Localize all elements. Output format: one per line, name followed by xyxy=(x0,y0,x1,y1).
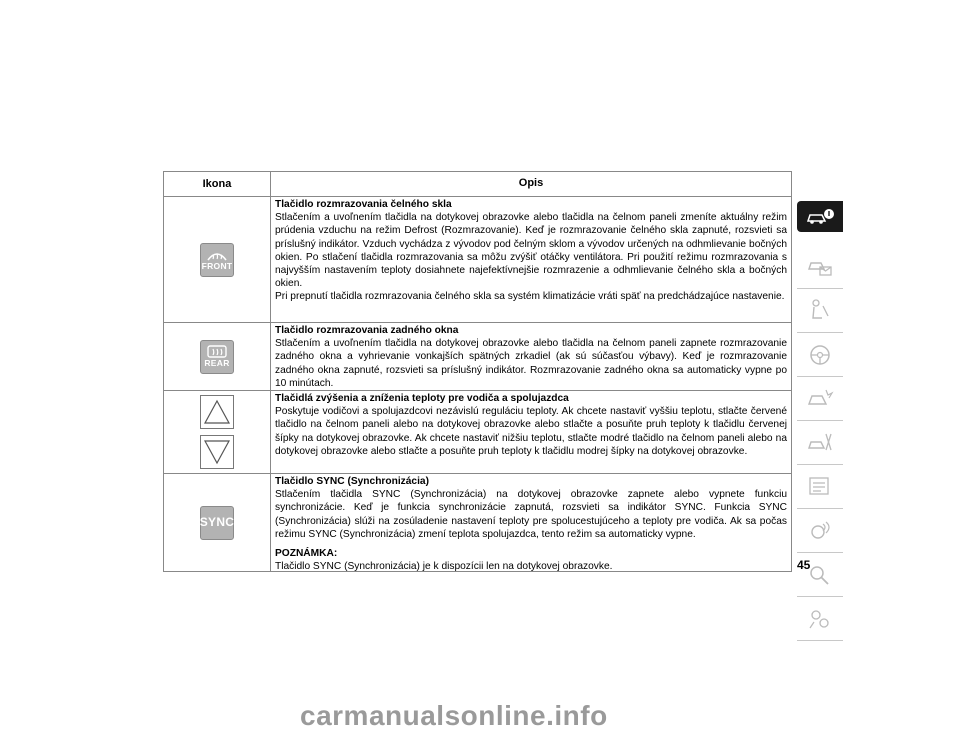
tab-media[interactable] xyxy=(797,509,843,553)
car-tools-icon xyxy=(806,430,834,456)
dashboard-icon xyxy=(806,474,834,500)
tab-car-crash[interactable] xyxy=(797,377,843,421)
tab-settings[interactable] xyxy=(797,597,843,641)
row-title: Tlačidlo rozmrazovania zadného okna xyxy=(275,325,459,336)
page-number: 45 xyxy=(797,558,811,572)
header-description: Opis xyxy=(518,176,544,189)
front-label: FRONT xyxy=(201,261,233,271)
table-row xyxy=(164,390,791,473)
sync-icon xyxy=(200,506,234,540)
temperature-up-icon xyxy=(200,395,234,429)
row-text: Stlačením tlačidla SYNC (Synchronizácia) na dotykovej obrazovke zapnete alebo vypnete funkciu synchronizácie. Keď je funkcia synchronizácie zapnutá, rozsvieti sa indikátor SYNC. Funkcia SYNC (Synchronizácia) slúži na zosúladenie nastavení teploty pre spolucestujúceho a teploty pre vodiča. Ak sa počas režimu SYNC (Synchronizácia) zmení teplota spolujazdca, tento režim sa automaticky vypne. xyxy=(275,489,787,540)
rear-label: REAR xyxy=(204,358,230,368)
note-title: POZNÁMKA: xyxy=(275,548,338,560)
table-row xyxy=(164,196,791,322)
tab-car-tools[interactable] xyxy=(797,421,843,465)
row-text-2: Pri prepnutí tlačidla rozmrazovania čelného skla sa systém klimatizácie vráti späť na predchádzajúce nastavenie. xyxy=(275,291,785,303)
row-text: Stlačením a uvoľnením tlačidla na dotykovej obrazovke alebo tlačidla na čelnom paneli zapnete rozmrazovanie zadného okna a vyhrievanie vonkajších spätných zrkadiel (ak sú súčasťou výbavy). Keď je rozmrazovanie zadného okna zapnuté, rozsvieti sa príslušný indikátor. Rozmrazovanie zadného okna sa automaticky vypne po 10 minútach. xyxy=(275,338,787,389)
note-text: Tlačidlo SYNC (Synchronizácia) je k dispozícii len na dotykovej obrazovke. xyxy=(275,561,613,573)
mail-car-icon xyxy=(806,255,834,279)
row-text: Stlačením a uvoľnením tlačidla na dotykovej obrazovke alebo tlačidla na čelnom paneli zmeníte aktuálny režim prúdenia vzduchu na režim Defrost (Rozmrazovanie). Keď je rozmrazovanie čelného skla zapnuté, rozsvieti sa príslušný indikátor. Vzduch vychádza z vývodov pod čelným sklom a vývodov určených na odhmlievanie bočných okien. Po stlačení tlačidla rozmrazovania sa môžu zvýšiť otáčky ventilátora. Pri použití režimu rozmrazovania s najvyšším nastavením teploty dosiahnete najefektívnejšie rozmrazenie a odhmlievanie čelného skla a bočných okien. xyxy=(275,212,787,290)
settings-icon xyxy=(806,606,834,632)
sync-label: SYNC xyxy=(199,515,235,529)
table-header xyxy=(164,172,791,196)
controls-table xyxy=(163,171,792,572)
table-row xyxy=(164,322,791,390)
row-title: Tlačidlá zvýšenia a zníženia teploty pre vodiča a spolujazdca xyxy=(275,393,569,404)
rear-window-heater-icon xyxy=(206,345,228,359)
watermark: carmanualsonline.info xyxy=(300,700,608,731)
temperature-down-icon xyxy=(200,435,234,469)
car-crash-icon xyxy=(806,386,834,412)
seat-safety-icon xyxy=(806,298,834,324)
row-title: Tlačidlo SYNC (Synchronizácia) xyxy=(275,476,429,487)
steering-wheel-icon xyxy=(806,342,834,368)
defrost-waves-icon xyxy=(206,248,228,262)
tab-mail-car[interactable] xyxy=(797,245,843,289)
media-icon xyxy=(806,518,834,544)
tab-dashboard[interactable] xyxy=(797,465,843,509)
rear-defrost-icon xyxy=(200,340,234,374)
chapter-tabs xyxy=(797,201,843,641)
car-info-icon xyxy=(805,208,835,226)
tab-car-info[interactable] xyxy=(797,201,843,232)
tab-steering[interactable] xyxy=(797,333,843,377)
row-title: Tlačidlo rozmrazovania čelného skla xyxy=(275,199,452,210)
header-icon: Ikona xyxy=(164,172,271,196)
tab-seat-safety[interactable] xyxy=(797,289,843,333)
row-text: Poskytuje vodičovi a spolujazdcovi nezávislú reguláciu teploty. Ak chcete nastaviť vyššiu teplotu, stlačte červené tlačidlo na čelnom paneli alebo na dotykovej obrazovke alebo stlačte a posuňte pruh teploty k tlačidlu červenej šípky na dotykovej obrazovke. Ak chcete nastaviť nižšiu teplotu, stlačte modré tlačidlo na čelnom paneli alebo na dotykovej obrazovke alebo stlačte a posuňte pruh teploty k tlačidlu modrej šípky na dotykovej obrazovke. xyxy=(275,406,787,457)
table-row xyxy=(164,473,791,571)
front-defrost-icon xyxy=(200,243,234,277)
